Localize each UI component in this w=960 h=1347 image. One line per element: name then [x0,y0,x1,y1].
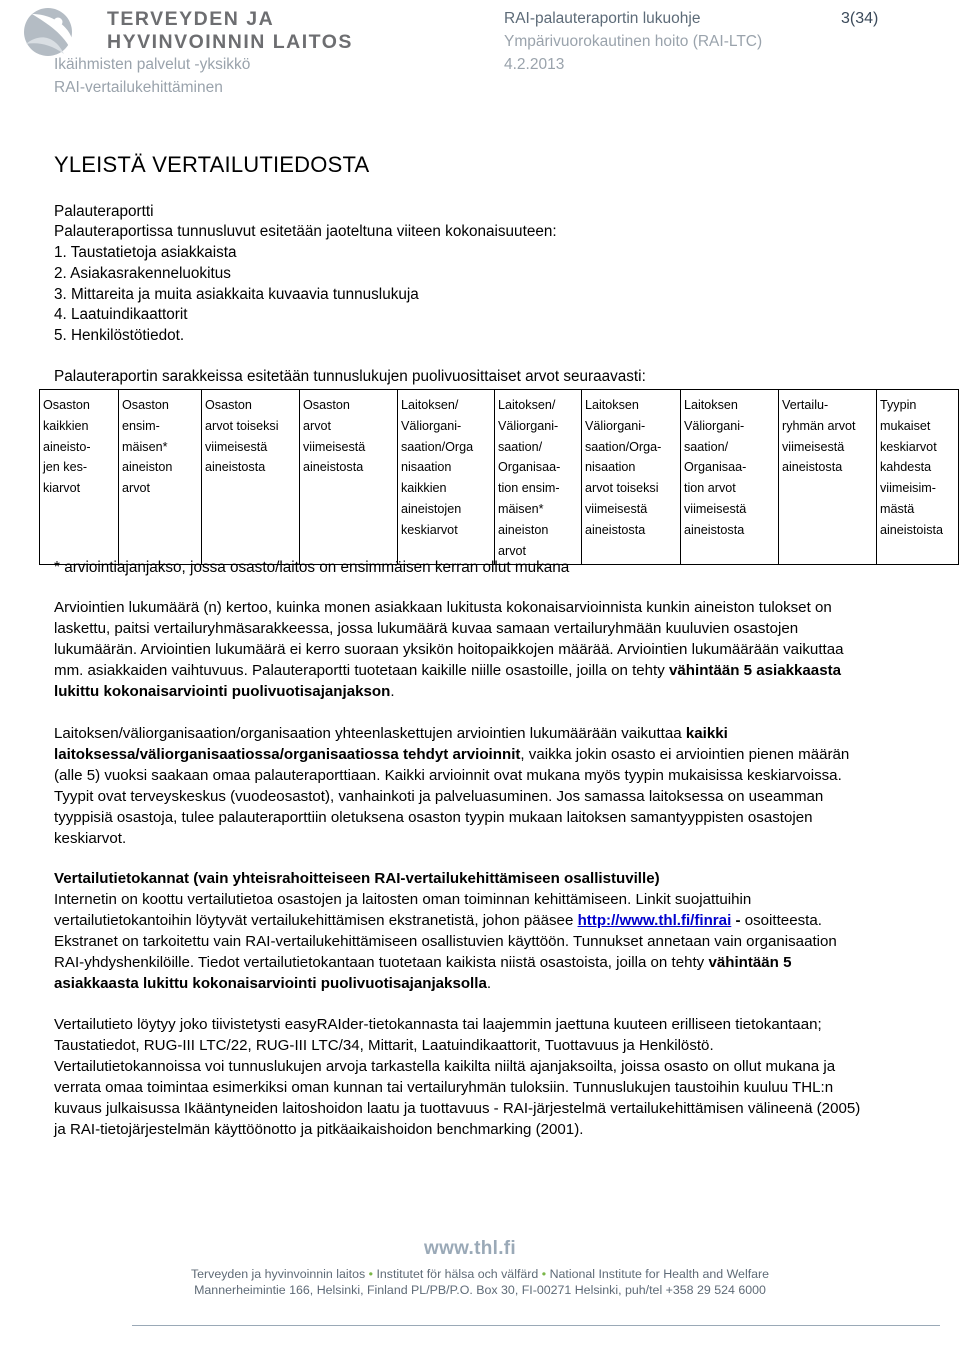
paragraph-text: - [735,911,741,929]
intro-list-item: 2. Asiakasrakenneluokitus [54,265,231,282]
intro-list-item: 5. Henkilöstötiedot. [54,327,185,344]
footer-name-sv: Institutet för hälsa och välfärd [376,1267,539,1281]
table-cell: Tyypin mukaiset keskiarvot kahdesta viimeisim- mästä aineistoista [877,390,959,565]
paragraph-text: Laitoksen/väliorganisaation/organisaation yhteenlaskettujen arviointien lukumäärään vaikuttaa [54,725,682,742]
paragraph-bold: vähintään 5 asiakkaasta lukittu kokonaisarviointi puolivuotisajanjakson [54,661,842,700]
table-cell: Laitoksen Väliorgani- saation/ Organisaa- tion arvot viimeisestä aineistosta [681,390,779,565]
paragraph-assessment-count [54,598,864,703]
intro-list-item: 1. Taustatietoja asiakkaista [54,244,237,261]
org-name-line1: TERVEYDEN JA [107,8,275,30]
table-cell: Laitoksen Väliorgani- saation/Orga- nisaation arvot toiseksi viimeisestä aineistosta [582,390,681,565]
footer-name-fi: Terveyden ja hyvinvoinnin laitos [190,1267,366,1281]
page-title: YLEISTÄ VERTAILUTIEDOSTA [54,152,370,177]
bullet-icon: • [541,1267,547,1281]
table-cell: Osaston arvot toiseksi viimeisestä aineistosta [202,390,300,565]
footer-divider [132,1325,940,1326]
thl-logo-mark-icon [24,8,73,56]
intro-line: Palauteraportti [54,203,154,220]
table-cell: Osaston kaikkien aineisto- jen kes- kiarvot [40,390,119,565]
intro-list-item: 4. Laatuindikaattorit [54,306,188,323]
header-date: 4.2.2013 [504,56,565,73]
paragraph-organisation-count [54,724,864,849]
footer-url: www.thl.fi [424,1238,517,1259]
table-cell: Osaston ensim- mäisen* aineiston arvot [119,390,202,565]
header-doc-title: RAI-palauteraportin lukuohje [504,10,701,27]
bullet-icon: • [368,1267,373,1281]
finrai-link[interactable]: http://www.thl.fi/finrai [577,911,732,929]
intro-line: Palauteraportissa tunnusluvut esitetään jaoteltuna viiteen kokonaisuuteen: [54,223,557,240]
paragraph-text: , vaikka jokin osasto ei arviointien pienen määrän (alle 5) vuoksi saakaan omaa palauteraporttiaan. Kaikki arvioinnit ovat mukana myös tyypin mukaisissa keskiarvoissa. Tyypit ovat terveyskeskus (vuodeosastot), vanhainkoti ja palveluasuminen. Jos samassa laitoksessa on useamman tyyppisiä osastoja, tulee palauteraporttiin oletuksena osaston tyypin mukaan laitoksen samantyyppisten osastojen keskiarvot. [54,745,850,847]
header-program: RAI-vertailukehittäminen [54,79,223,96]
paragraph-text: . [390,682,395,700]
footer-org-names [0,1267,960,1281]
org-name-line2: HYVINVOINNIN LAITOS [107,31,353,53]
intro-list-item: 3. Mittareita ja muita asiakkaita kuvaavia tunnuslukuja [54,286,419,303]
paragraph-bold: kaikki laitoksessa/väliorganisaatiossa/organisaatiossa tehdyt arvioinnit [54,725,728,763]
paragraph-easyraider: Vertailutieto löytyy joko tiivistetysti easyRAIder-tietokannasta tai laajemmin jaettuna kuuteen erilliseen tietokantaan; Taustatiedot, RUG-III LTC/22, RUG-III LTC/34, Mittarit, Laatuindikaattorit, Tuottavuus ja Henkilöstö. Vertailutietokannoissa voi tunnuslukujen arvoja tarkastella kaikilta niiltä ajanjaksoilta, joissa osasto on ollut mukana ja verrata omaa toimintaa esimerkiksi oman kunnan tai vertailuryhmän tuloksiin. Tunnuslukujen taustoihin kuuluu THL:n kuvaus julkaisussa Ikääntyneiden laitoshoidon laatu ja tuottavuus - RAI-järjestelmä vertailukehittämisen välineenä (2005) ja RAI-tietojärjestelmän käyttöönotto ja pitkäaikaishoidon benchmarking (2001). [54,1016,861,1138]
header-doc-subtitle: Ympärivuorokautinen hoito (RAI-LTC) [504,33,763,50]
footer-name-en: National Institute for Health and Welfare [549,1267,770,1281]
paragraph-text: osoitteesta. Ekstranet on tarkoitettu vain RAI-vertailukehittämiseen osallistuvien käyttöön. Tunnukset annetaan vain organisaation RAI-yhdyshenkilöille. Tiedot vertailutietokantaan tuotetaan kaikista niistä osastoista, joilla on tehty [54,911,837,971]
paragraph-databases [54,869,864,994]
columns-table [39,389,959,565]
section-heading: Vertailutietokannat (vain yhteisrahoitteiseen RAI-vertailukehittämiseen osallistuville) [54,870,660,887]
paragraph-bold: vähintään 5 asiakkaasta lukittu kokonaisarviointi puolivuotisajanjaksolla [54,953,792,992]
table-cell: Osaston arvot viimeisestä aineistosta [300,390,398,565]
footer-address: Mannerheimintie 166, Helsinki, Finland PL/PB/P.O. Box 30, FI-00271 Helsinki, puh/tel +358 29 524 6000 [194,1283,766,1297]
header-unit: Ikäihmisten palvelut -yksikkö [54,56,251,73]
table-intro: Palauteraportin sarakkeissa esitetään tunnuslukujen puolivuosittaiset arvot seuraavasti: [54,368,646,385]
table-cell: Vertailu- ryhmän arvot viimeisestä aineistosta [779,390,877,565]
paragraph-text: . [486,974,492,992]
table-footnote: * arviointiajanjakso, jossa osasto/laitos on ensimmäisen kerran ollut mukana [54,559,570,576]
org-name [107,8,353,54]
table-row [40,390,959,565]
paragraph-text: Arviointien lukumäärä (n) kertoo, kuinka monen asiakkaan lukitusta kokonaisarvioinnista kunkin aineiston tulokset on laskettu, paitsi vertailuryhmäsarakkeessa, jossa lukumäärä kuvaa samaan vertailuryhmään kuuluvien osastojen lukumäärän. Arviointien lukumäärä ei kerro suoraan yksikön hoitopaikkojen määrää. Arviointien lukumäärään vaikuttaa mm. asiakkaiden vaihtuvuus. Palauteraportti tuotetaan kaikille niille osastoille, joilla on tehty [54,599,844,679]
table-cell: Laitoksen/ Väliorgani- saation/Orga nisaation kaikkien aineistojen keskiarvot [398,390,495,565]
table-cell: Laitoksen/ Väliorgani- saation/ Organisaa- tion ensim- mäisen* aineiston arvot [495,390,582,565]
page-number: 3(34) [841,10,879,27]
paragraph-text: Internetin on koottu vertailutietoa osastojen ja laitosten oman toiminnan kehittämiseen. Linkit suojattuihin vertailutietokantoihin löytyvät vertailukehittämisen ekstranetistä, johon pääsee [54,890,752,929]
